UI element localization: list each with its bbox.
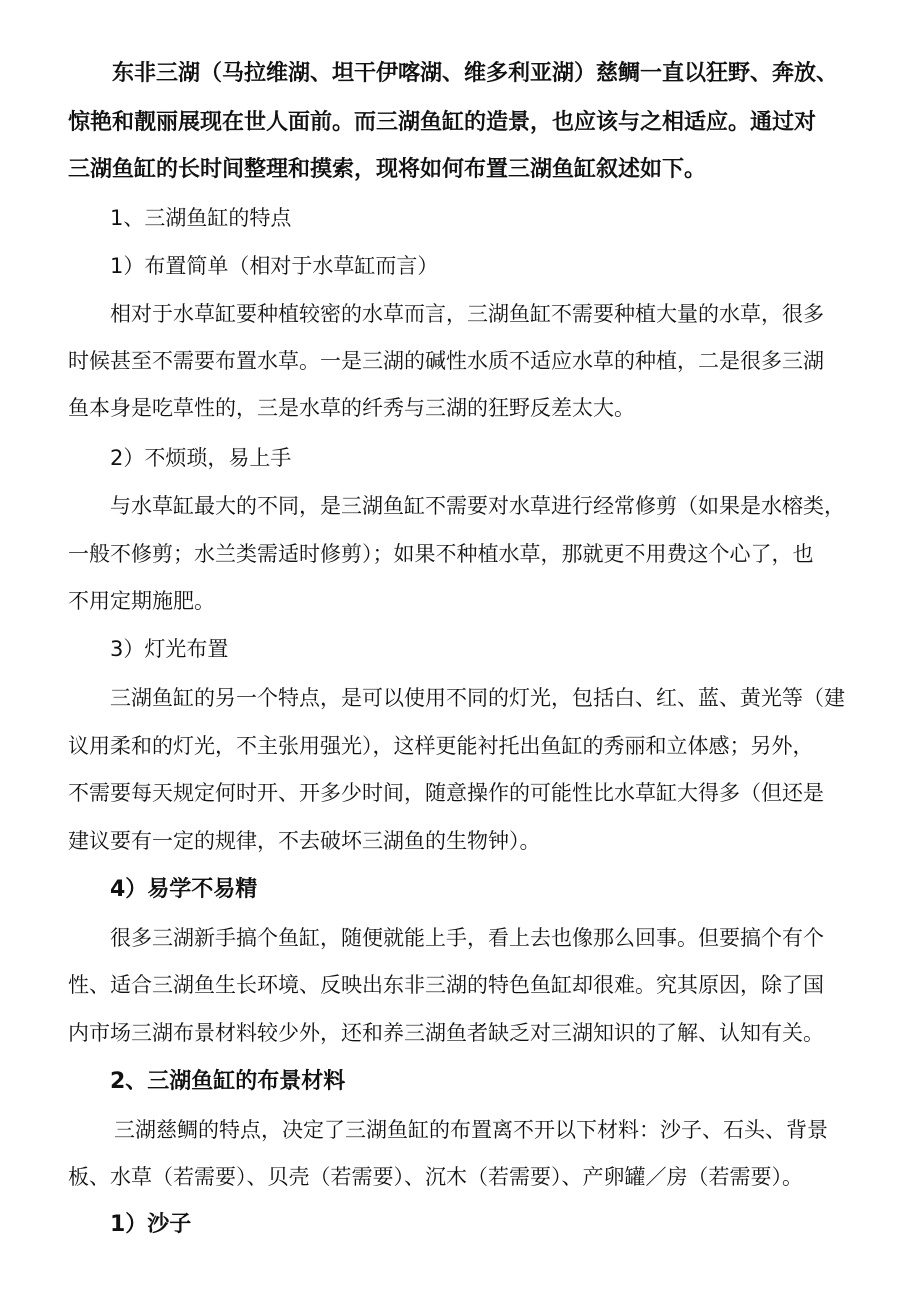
intro-line: 惊艳和靓丽展现在世人面前。而三湖鱼缸的造景，也应该与之相适应。通过对 bbox=[68, 110, 817, 135]
subsection-heading: 3）灯光布置 bbox=[110, 637, 229, 661]
paragraph-line: 鱼本身是吃草性的，三是水草的纤秀与三湖的狂野反差太大。 bbox=[68, 396, 635, 420]
paragraph-line: 建议要有一定的规律，不去破坏三湖鱼的生物钟）。 bbox=[68, 829, 541, 853]
section-heading: 1、三湖鱼缸的特点 bbox=[110, 206, 292, 230]
paragraph-line: 性、适合三湖鱼生长环境、反映出东非三湖的特色鱼缸却很难。究其原因，除了国 bbox=[68, 973, 824, 997]
paragraph-line: 相对于水草缸要种植较密的水草而言，三湖鱼缸不需要种植大量的水草，很多 bbox=[110, 302, 824, 326]
subsection-heading: 2）不烦琐，易上手 bbox=[110, 446, 292, 470]
paragraph-line: 与水草缸最大的不同，是三湖鱼缸不需要对水草进行经常修剪（如果是水榕类， bbox=[110, 494, 845, 518]
paragraph-line: 板、水草（若需要）、贝壳（若需要）、沉木（若需要）、产卵罐／房（若需要）。 bbox=[68, 1165, 803, 1189]
paragraph-line: 三湖慈鲷的特点，决定了三湖鱼缸的布置离不开以下材料：沙子、石头、背景 bbox=[114, 1118, 828, 1142]
intro-line: 三湖鱼缸的长时间整理和摸索，现将如何布置三湖鱼缸叙述如下。 bbox=[68, 157, 707, 182]
subsection-heading: 1）沙子 bbox=[110, 1212, 192, 1237]
paragraph-line: 一般不修剪；水兰类需适时修剪）；如果不种植水草，那就更不用费这个心了，也 bbox=[68, 542, 814, 566]
section-heading: 2、三湖鱼缸的布景材料 bbox=[110, 1069, 346, 1094]
subsection-heading: 1）布置简单（相对于水草缸而言） bbox=[110, 254, 439, 278]
paragraph-line: 议用柔和的灯光，不主张用强光），这样更能衬托出鱼缸的秀丽和立体感；另外， bbox=[68, 734, 814, 758]
paragraph-line: 时候甚至不需要布置水草。一是三湖的碱性水质不适应水草的种植，二是很多三湖 bbox=[68, 349, 824, 373]
intro-line: 东非三湖（马拉维湖、坦干伊喀湖、维多利亚湖）慈鲷一直以狂野、奔放、 bbox=[90, 61, 839, 86]
paragraph-line: 三湖鱼缸的另一个特点，是可以使用不同的灯光，包括白、红、蓝、黄光等（建 bbox=[110, 686, 845, 710]
subsection-heading: 4）易学不易精 bbox=[110, 877, 258, 902]
paragraph-line: 很多三湖新手搞个鱼缸，随便就能上手，看上去也像那么回事。但要搞个有个 bbox=[110, 926, 824, 950]
paragraph-line: 不需要每天规定何时开、开多少时间，随意操作的可能性比水草缸大得多（但还是 bbox=[68, 781, 824, 805]
paragraph-line: 不用定期施肥。 bbox=[68, 589, 215, 613]
paragraph-line: 内市场三湖布景材料较少外，还和养三湖鱼者缺乏对三湖知识的了解、认知有关。 bbox=[68, 1021, 824, 1045]
